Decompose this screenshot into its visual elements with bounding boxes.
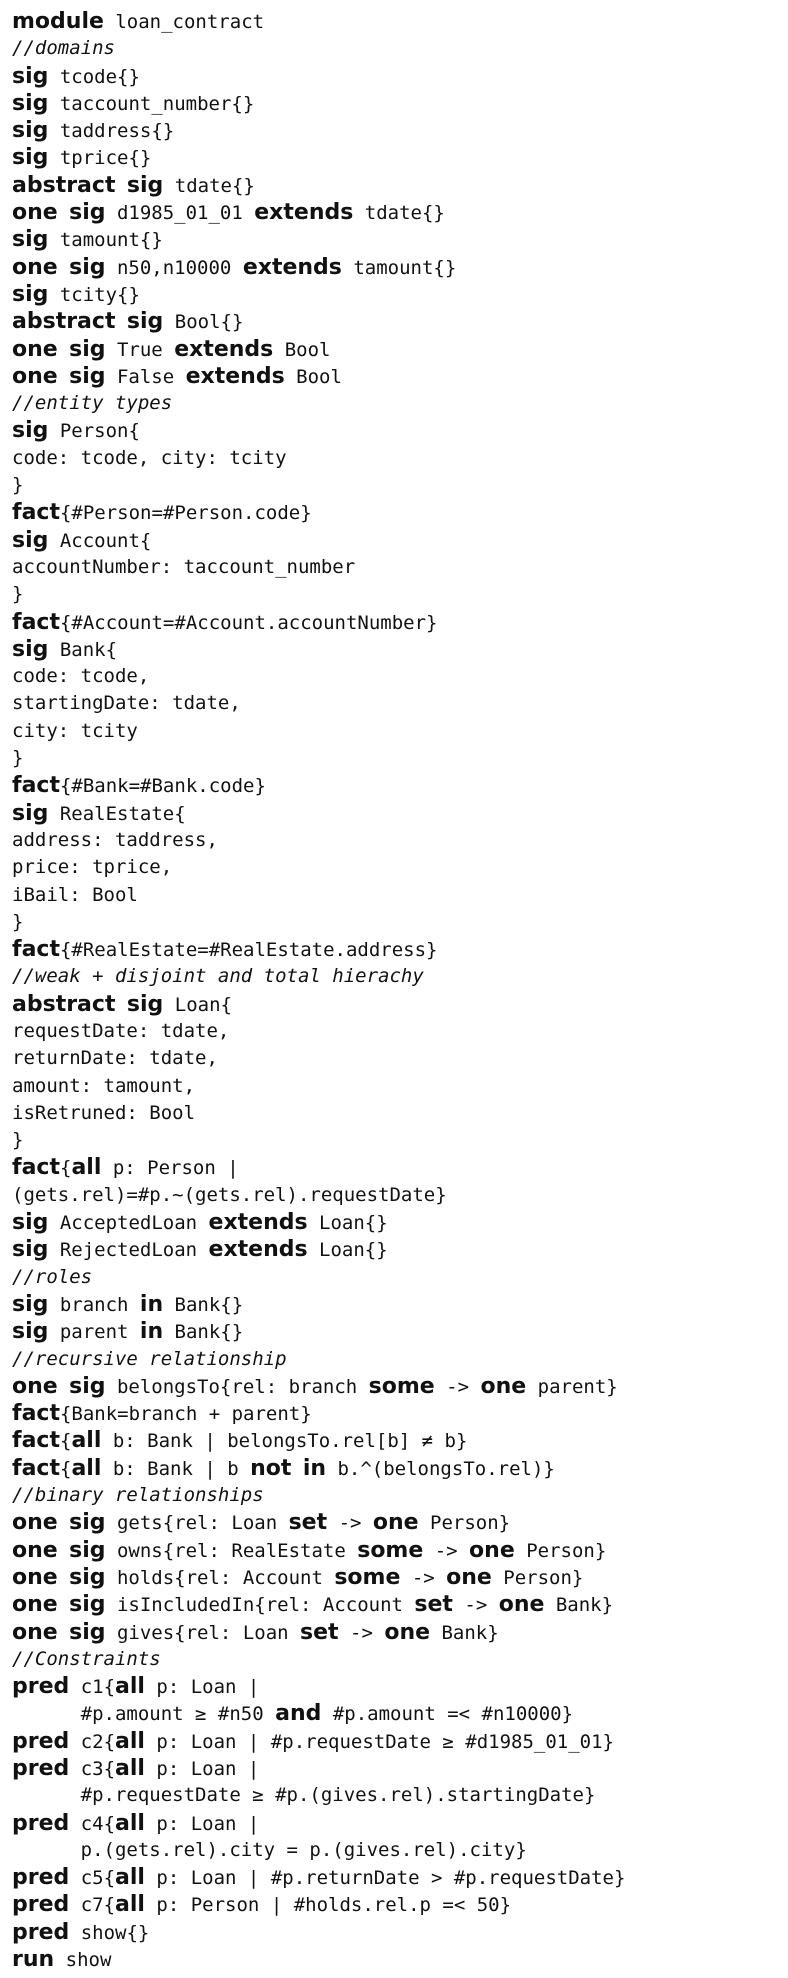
code-text: } xyxy=(12,1129,24,1152)
code-text: } xyxy=(12,474,24,497)
code-text: taddress{} xyxy=(48,120,175,143)
keyword: some xyxy=(334,1564,401,1590)
code-text: tcode{} xyxy=(48,65,140,88)
code-line xyxy=(12,499,625,526)
code-line xyxy=(12,445,625,472)
code-text: {#Account=#Account.accountNumber} xyxy=(59,611,438,634)
code-line xyxy=(12,1782,625,1809)
keyword: sig xyxy=(69,254,106,280)
code-text: code: tcode, xyxy=(12,665,150,688)
keyword: sig xyxy=(12,90,49,116)
code-line xyxy=(12,1018,625,1045)
code-text: p: Person | #holds.rel.p =< 50} xyxy=(144,1894,512,1917)
keyword: sig xyxy=(12,527,49,553)
keyword: one xyxy=(498,1592,545,1618)
code-line xyxy=(12,718,625,745)
keyword: set xyxy=(414,1592,453,1618)
code-line xyxy=(12,663,625,690)
keyword: one xyxy=(469,1537,515,1563)
keyword: one xyxy=(12,1537,58,1563)
code-text: p: Person | xyxy=(101,1157,239,1180)
code-text: c7{ xyxy=(69,1894,116,1917)
code-text: c1{ xyxy=(69,1676,116,1699)
keyword: pred xyxy=(12,1919,70,1945)
code-text: #p.amount ≥ #n50 xyxy=(12,1703,276,1726)
code-text: tamount{} xyxy=(341,256,457,279)
code-text: parent xyxy=(48,1321,140,1344)
keyword: sig xyxy=(69,200,106,226)
keyword: some xyxy=(357,1537,424,1563)
keyword: sig xyxy=(12,118,49,144)
keyword: sig xyxy=(12,1291,49,1317)
keyword: not xyxy=(250,1455,292,1481)
keyword: sig xyxy=(12,1237,49,1263)
code-text: Bank{} xyxy=(163,1293,244,1316)
code-text: Account{ xyxy=(48,529,152,552)
keyword: sig xyxy=(12,1210,49,1236)
code-text: p: Loan | #p.returnDate > #p.requestDate} xyxy=(144,1867,626,1890)
comment: //binary relationships xyxy=(12,1484,264,1507)
code-text: belongsTo{rel: branch xyxy=(105,1375,369,1398)
code-text: gets{rel: Loan xyxy=(105,1512,289,1535)
code-line xyxy=(12,281,625,308)
code-line xyxy=(12,363,625,390)
code-text: -> xyxy=(327,1512,373,1535)
keyword: set xyxy=(300,1619,339,1645)
code-text: owns{rel: RealEstate xyxy=(105,1539,358,1562)
code-text: Loan{ xyxy=(163,993,232,1016)
comment: //domains xyxy=(12,37,115,60)
code-line xyxy=(12,1619,625,1646)
keyword: all xyxy=(115,1892,145,1918)
keyword: fact xyxy=(12,500,60,526)
code-line xyxy=(12,226,625,253)
code-line xyxy=(12,1455,625,1482)
code-text: d1985_01_01 xyxy=(105,202,255,225)
code-text: -> xyxy=(400,1566,447,1589)
code-line xyxy=(12,991,625,1018)
code-line xyxy=(12,254,625,281)
code-line xyxy=(12,1946,625,1973)
code-line xyxy=(12,1564,625,1591)
code-text: p.(gets.rel).city = p.(gives.rel).city} xyxy=(12,1838,527,1861)
code-line xyxy=(12,1182,625,1209)
keyword: sig xyxy=(12,636,49,662)
keyword: fact xyxy=(12,937,60,963)
code-line xyxy=(12,800,625,827)
code-text xyxy=(58,1512,69,1534)
code-line xyxy=(12,8,625,35)
code-text: show{} xyxy=(69,1921,150,1944)
code-text: -> xyxy=(423,1539,470,1562)
code-line xyxy=(12,172,625,199)
keyword: in xyxy=(139,1291,164,1317)
code-line xyxy=(12,90,625,117)
keyword: and xyxy=(275,1701,322,1727)
code-text: Person} xyxy=(418,1512,511,1535)
code-text: holds{rel: Account xyxy=(105,1566,335,1589)
code-line xyxy=(12,1919,625,1946)
keyword: sig xyxy=(126,309,164,335)
code-line xyxy=(12,909,625,936)
code-text: requestDate: tdate, xyxy=(12,1019,230,1042)
comment: //roles xyxy=(12,1265,93,1288)
keyword: some xyxy=(368,1373,435,1399)
code-text xyxy=(58,339,69,361)
keyword: one xyxy=(12,1373,58,1399)
code-line xyxy=(12,1755,625,1782)
code-text: {#Bank=#Bank.code} xyxy=(59,775,266,798)
keyword: sig xyxy=(126,991,164,1017)
keyword: one xyxy=(12,200,58,226)
code-line xyxy=(12,117,625,144)
keyword: all xyxy=(115,1810,145,1836)
code-line xyxy=(12,1482,625,1509)
code-line xyxy=(12,1346,625,1373)
comment: //recursive relationship xyxy=(12,1347,287,1370)
code-line xyxy=(12,63,625,90)
keyword: sig xyxy=(69,1373,106,1399)
keyword: one xyxy=(12,1564,58,1590)
code-text: -> xyxy=(452,1594,499,1617)
code-text: #p.amount =< #n10000} xyxy=(321,1703,574,1726)
comment: //weak + disjoint and total hierachy xyxy=(12,965,424,988)
code-text: -> xyxy=(434,1375,481,1398)
keyword: fact xyxy=(12,1455,60,1481)
comment: //entity types xyxy=(12,392,173,415)
code-text: accountNumber: taccount_number xyxy=(12,555,356,578)
keyword: all xyxy=(115,1728,145,1754)
keyword: fact xyxy=(12,1428,60,1454)
code-line xyxy=(12,1837,625,1864)
keyword: sig xyxy=(12,800,49,826)
code-text: isRetruned: Bool xyxy=(12,1101,196,1124)
code-line xyxy=(12,690,625,717)
keyword: sig xyxy=(12,63,49,89)
code-text: tcity{} xyxy=(48,283,140,306)
code-text: price: tprice, xyxy=(12,856,173,879)
code-text: RejectedLoan xyxy=(48,1239,209,1262)
code-text: AcceptedLoan xyxy=(48,1212,209,1235)
code-text: { xyxy=(59,1157,72,1180)
keyword: fact xyxy=(12,1155,60,1181)
keyword: sig xyxy=(69,1619,106,1645)
code-text xyxy=(291,1458,302,1480)
keyword: sig xyxy=(126,172,164,198)
code-line xyxy=(12,1509,625,1536)
code-line xyxy=(12,1291,625,1318)
code-line xyxy=(12,745,625,772)
code-text: {#Person=#Person.code} xyxy=(59,502,312,525)
code-line xyxy=(12,1728,625,1755)
code-line xyxy=(12,1700,625,1727)
keyword: sig xyxy=(69,363,106,389)
code-line xyxy=(12,1045,625,1072)
code-text: tdate{} xyxy=(353,202,445,225)
code-text: b: Bank | belongsTo.rel[b] ≠ b} xyxy=(101,1430,468,1453)
code-text: parent} xyxy=(526,1375,618,1398)
code-text: {Bank=branch + parent} xyxy=(59,1403,312,1426)
code-line xyxy=(12,1127,625,1154)
keyword: one xyxy=(12,1619,58,1645)
keyword: one xyxy=(12,363,58,389)
code-text: Bank{} xyxy=(163,1321,244,1344)
keyword: sig xyxy=(12,1319,49,1345)
code-line xyxy=(12,390,625,417)
code-text: p: Loan | xyxy=(144,1676,260,1699)
code-text: b.^(belongsTo.rel)} xyxy=(326,1457,555,1480)
keyword: one xyxy=(372,1510,419,1536)
code-line xyxy=(12,1400,625,1427)
code-text: n50,n10000 xyxy=(105,256,243,279)
code-line xyxy=(12,1236,625,1263)
keyword: sig xyxy=(12,227,49,253)
code-line xyxy=(12,554,625,581)
code-text: Person} xyxy=(514,1539,607,1562)
code-text: Person} xyxy=(491,1566,584,1589)
keyword: abstract xyxy=(12,172,116,198)
code-line xyxy=(12,882,625,909)
code-text: #p.requestDate ≥ #p.(gives.rel).startingDate} xyxy=(12,1784,596,1807)
code-text: False xyxy=(105,365,186,388)
code-text: True xyxy=(105,338,175,361)
code-text xyxy=(58,1622,69,1644)
keyword: all xyxy=(115,1756,145,1781)
code-text: } xyxy=(12,583,24,606)
code-text xyxy=(115,994,126,1016)
keyword: one xyxy=(446,1564,492,1590)
code-line xyxy=(12,1864,625,1891)
keyword: pred xyxy=(12,1756,70,1781)
code-text: city: tcity xyxy=(12,719,138,742)
keyword: sig xyxy=(69,1510,106,1536)
keyword: fact xyxy=(12,773,60,799)
code-text: Bank} xyxy=(430,1621,499,1644)
code-text: Person{ xyxy=(48,420,140,443)
code-text: Bool xyxy=(284,365,342,388)
keyword: sig xyxy=(12,145,49,171)
keyword: sig xyxy=(12,418,49,444)
code-line xyxy=(12,1373,625,1400)
code-text xyxy=(115,311,126,333)
code-text: tamount{} xyxy=(48,229,163,252)
keyword: extends xyxy=(208,1237,308,1263)
keyword: run xyxy=(12,1947,55,1973)
keyword: extends xyxy=(185,363,285,389)
code-text: Loan{} xyxy=(307,1212,388,1235)
code-text: c4{ xyxy=(69,1812,116,1835)
keyword: all xyxy=(71,1428,102,1454)
code-listing xyxy=(12,8,625,1973)
code-text: RealEstate{ xyxy=(48,802,186,825)
code-text xyxy=(58,1567,69,1589)
code-text: isIncludedIn{rel: Account xyxy=(105,1594,415,1617)
keyword: one xyxy=(12,1592,58,1618)
code-text: Bool{} xyxy=(163,311,244,334)
code-line xyxy=(12,1264,625,1291)
code-line xyxy=(12,1427,625,1454)
code-text: c3{ xyxy=(69,1758,116,1780)
code-text: } xyxy=(12,747,24,770)
code-line xyxy=(12,581,625,608)
code-text: Bool xyxy=(273,338,331,361)
keyword: extends xyxy=(242,254,342,280)
keyword: all xyxy=(71,1155,102,1181)
code-text: loan_contract xyxy=(103,11,265,33)
code-text: tprice{} xyxy=(48,147,152,170)
code-line xyxy=(12,827,625,854)
keyword: all xyxy=(115,1865,145,1891)
keyword: all xyxy=(115,1674,145,1700)
keyword: pred xyxy=(12,1728,70,1754)
code-line xyxy=(12,1154,625,1181)
code-line xyxy=(12,1209,625,1236)
keyword: in xyxy=(139,1319,164,1345)
code-line xyxy=(12,1810,625,1837)
code-text: returnDate: tdate, xyxy=(12,1047,218,1070)
code-line xyxy=(12,636,625,663)
code-line xyxy=(12,308,625,335)
keyword: one xyxy=(12,254,58,280)
keyword: extends xyxy=(254,200,354,226)
keyword: all xyxy=(71,1455,102,1481)
code-line xyxy=(12,417,625,444)
keyword: fact xyxy=(12,1401,60,1427)
code-line xyxy=(12,472,625,499)
keyword: one xyxy=(384,1619,431,1645)
keyword: one xyxy=(480,1373,527,1399)
code-line xyxy=(12,199,625,226)
code-line xyxy=(12,1073,625,1100)
code-line xyxy=(12,336,625,363)
keyword: abstract xyxy=(12,991,116,1017)
code-text: p: Loan | xyxy=(144,1758,260,1780)
keyword: fact xyxy=(12,609,60,635)
code-text xyxy=(58,1376,69,1398)
code-text: code: tcode, city: tcity xyxy=(12,446,287,469)
keyword: extends xyxy=(208,1210,308,1236)
code-line xyxy=(12,527,625,554)
code-text xyxy=(58,366,69,388)
code-text: branch xyxy=(48,1293,140,1316)
code-text: gives{rel: Loan xyxy=(105,1621,301,1644)
keyword: sig xyxy=(69,1564,106,1590)
code-line xyxy=(12,1100,625,1127)
code-text: -> xyxy=(338,1621,385,1644)
code-line xyxy=(12,1646,625,1673)
code-line xyxy=(12,963,625,990)
keyword: pred xyxy=(12,1810,70,1836)
code-text: show xyxy=(54,1949,112,1972)
keyword: sig xyxy=(69,336,106,362)
code-text xyxy=(58,257,69,279)
keyword: module xyxy=(12,9,104,34)
code-text: Bank} xyxy=(544,1594,614,1617)
keyword: abstract xyxy=(12,309,116,335)
code-text: } xyxy=(12,910,24,933)
code-line xyxy=(12,1673,625,1700)
code-text: {#RealEstate=#RealEstate.address} xyxy=(59,939,438,962)
keyword: set xyxy=(288,1510,328,1536)
code-text: iBail: Bool xyxy=(12,883,138,906)
code-line xyxy=(12,936,625,963)
code-text: c5{ xyxy=(69,1867,116,1890)
code-line xyxy=(12,1591,625,1618)
keyword: one xyxy=(12,1510,58,1536)
keyword: one xyxy=(12,336,58,362)
code-text: c2{ xyxy=(69,1730,116,1753)
keyword: in xyxy=(302,1455,327,1481)
code-text: p: Loan | xyxy=(144,1812,260,1835)
code-text: Loan{} xyxy=(307,1239,388,1262)
code-text: (gets.rel)=#p.~(gets.rel).requestDate} xyxy=(12,1183,447,1206)
code-text: taccount_number{} xyxy=(48,92,255,115)
code-line xyxy=(12,1318,625,1345)
code-text: p: Loan | #p.requestDate ≥ #d1985_01_01} xyxy=(144,1730,614,1753)
code-text xyxy=(58,1540,69,1562)
code-text xyxy=(58,1594,69,1616)
code-line xyxy=(12,609,625,636)
code-text xyxy=(115,175,126,197)
code-text: address: taddress, xyxy=(12,828,218,851)
code-line xyxy=(12,144,625,171)
code-text: startingDate: tdate, xyxy=(12,692,241,715)
code-text: { xyxy=(59,1457,72,1480)
keyword: pred xyxy=(12,1892,70,1918)
keyword: sig xyxy=(69,1537,106,1563)
code-text: b: Bank | b xyxy=(101,1457,251,1480)
keyword: sig xyxy=(69,1592,106,1618)
keyword: pred xyxy=(12,1865,70,1891)
code-line xyxy=(12,772,625,799)
keyword: pred xyxy=(12,1674,70,1700)
code-text: tdate{} xyxy=(163,174,255,197)
comment: //Constraints xyxy=(12,1647,161,1670)
code-text: amount: tamount, xyxy=(12,1074,196,1097)
code-line xyxy=(12,35,625,62)
code-line xyxy=(12,1891,625,1918)
keyword: extends xyxy=(174,336,274,362)
code-text xyxy=(58,202,69,224)
code-text: Bank{ xyxy=(48,638,118,661)
code-line xyxy=(12,1537,625,1564)
keyword: sig xyxy=(12,281,49,307)
code-text: { xyxy=(59,1430,72,1453)
code-line xyxy=(12,854,625,881)
